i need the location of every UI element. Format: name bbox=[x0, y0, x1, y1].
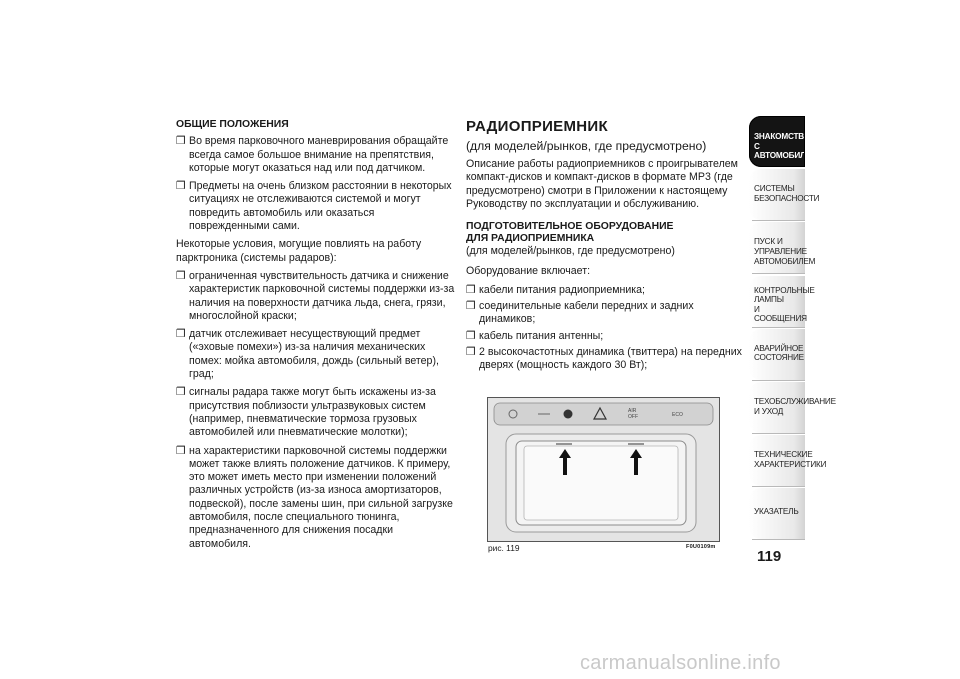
checkbox-bullet-icon: ❒ bbox=[466, 283, 476, 296]
chapter-tabs bbox=[749, 116, 836, 542]
power-icon bbox=[564, 410, 573, 419]
svg-text:ECO: ECO bbox=[672, 412, 683, 418]
list-item: ❒ ограниченная чувствительность датчика и снижение характеристик парковочной системы поддержки из-за наличия на поверхности датчика льда, снега, грязи, многослойной краски; bbox=[176, 269, 455, 322]
figure-code: F0U0109m bbox=[686, 544, 716, 550]
checkbox-bullet-icon: ❒ bbox=[466, 329, 476, 342]
tab-safety-systems[interactable]: СИСТЕМЫ БЕЗОПАСНОСТИ bbox=[749, 169, 805, 220]
checkbox-bullet-icon: ❒ bbox=[176, 135, 186, 148]
figure-caption: рис. 119 bbox=[488, 543, 520, 553]
checkbox-bullet-icon: ❒ bbox=[176, 269, 186, 282]
page-subtitle: (для моделей/рынков, где предусмотрено) bbox=[466, 139, 707, 153]
page-number: 119 bbox=[757, 548, 782, 565]
figure-radio-compartment bbox=[487, 397, 720, 542]
checkbox-bullet-icon: ❒ bbox=[176, 444, 186, 457]
section-heading-line2: ДЛЯ РАДИОПРИЕМНИКА bbox=[466, 233, 595, 245]
tab-index[interactable]: УКАЗАТЕЛЬ bbox=[749, 488, 805, 539]
checkbox-bullet-icon: ❒ bbox=[466, 300, 476, 313]
svg-text:AIR: AIR bbox=[628, 408, 637, 414]
checkbox-bullet-icon: ❒ bbox=[176, 386, 186, 399]
tab-maintenance[interactable]: ТЕХОБСЛУЖИВАНИЕ И УХОД bbox=[749, 382, 805, 433]
checkbox-bullet-icon: ❒ bbox=[176, 180, 186, 193]
checkbox-bullet-icon: ❒ bbox=[176, 328, 186, 341]
watermark: carmanualsonline.info bbox=[580, 652, 781, 674]
section-heading-general: ОБЩИЕ ПОЛОЖЕНИЯ bbox=[176, 119, 289, 130]
list-item: ❒ соединительные кабели передних и задних динамиков; bbox=[466, 300, 694, 326]
list-item: ❒ сигналы радара также могут быть искажены из-за присутствия поблизости ультразвуковых систем (например, пневматические тормоза грузовых автомобилей или пневматические молотки); bbox=[176, 386, 436, 439]
section-heading-line1: ПОДГОТОВИТЕЛЬНОЕ ОБОРУДОВАНИЕ bbox=[466, 221, 674, 233]
checkbox-bullet-icon: ❒ bbox=[466, 345, 476, 358]
tab-warning-lights[interactable]: КОНТРОЛЬНЫЕ ЛАМПЫ И СООБЩЕНИЯ bbox=[749, 276, 805, 327]
equipment-intro: Оборудование включает: bbox=[466, 265, 591, 278]
radio-compartment-illustration bbox=[488, 398, 719, 541]
section-note: (для моделей/рынков, где предусмотрено) bbox=[466, 245, 675, 258]
tab-starting-driving[interactable]: ПУСК И УПРАВЛЕНИЕ АВТОМОБИЛЕМ bbox=[749, 222, 805, 273]
tab-technical-specs[interactable]: ТЕХНИЧЕСКИЕ ХАРАКТЕРИСТИКИ bbox=[749, 435, 805, 486]
list-item: ❒ датчик отслеживает несуществующий предмет («эховые помехи») из-за наличия механических помех: мойка автомобиля, дождь (сильный ветер), град; bbox=[176, 328, 439, 381]
intro-paragraph: Описание работы радиоприемников с проигрывателем компакт-дисков и компакт-дисков в формате MP3 (где предусмотрено) смотри в Приложении к настоящему Руководству по эксплуатации и обслуживанию. bbox=[466, 158, 738, 210]
page-title: РАДИОПРИЕМНИК bbox=[466, 118, 608, 135]
tab-emergency[interactable]: АВАРИЙНОЕ СОСТОЯНИЕ bbox=[749, 329, 805, 380]
left-column bbox=[176, 118, 456, 556]
right-column bbox=[466, 118, 748, 376]
tab-getting-to-know[interactable]: ЗНАКОМСТВО С АВТОМОБИЛЕМ bbox=[749, 116, 805, 167]
list-item: ❒ 2 высокочастотных динамика (твиттера) на передних дверях (мощность каждого 30 Вт); bbox=[466, 345, 742, 372]
svg-text:OFF: OFF bbox=[628, 414, 638, 420]
list-item: ❒ на характеристики парковочной системы поддержки может также влиять положение датчиков. К примеру, это может иметь место при изменении положений различных устройств (из-за износа амортизаторов, подвеской), после замены шин, при сильной загрузке автомобиля, после специального тюнинга, предназначенного для снижения посадки автомобиля. bbox=[176, 444, 453, 550]
list-item: ❒ кабели питания радиоприемника; bbox=[466, 283, 645, 296]
paragraph-conditions: Некоторые условия, могущие повлиять на работу парктроника (системы радаров): bbox=[176, 238, 422, 264]
list-item: ❒ кабель питания антенны; bbox=[466, 329, 604, 342]
list-item: ❒ Во время парковочного маневрирования обращайте всегда самое большое внимание на препятствия, которые могут оказаться над или под датчиком. bbox=[176, 135, 449, 174]
list-item: ❒ Предметы на очень близком расстоянии в некоторых ситуациях не отслеживаются системой и могут повредить автомобиль или оказаться поврежденными сами. bbox=[176, 180, 452, 233]
